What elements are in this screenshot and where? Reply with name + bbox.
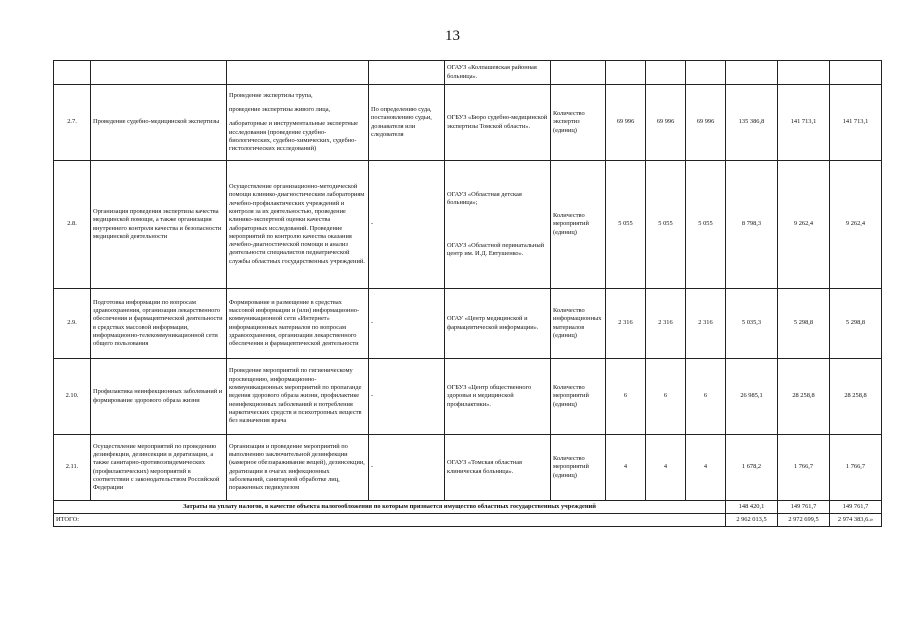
condition-cell: - [369, 161, 445, 289]
unit-cell: Количество мероприятий (единиц) [551, 161, 606, 289]
row-number: 2.9. [54, 289, 91, 359]
volume-1: 69 996 [606, 85, 646, 161]
amount-3: 1 766,7 [830, 435, 882, 501]
service-content: Осуществление организационно-методической помощи клинико-диагностическим лабораториям лечебно-профилактических учреждений и контроля за их деятельностью, проведение клинико-экспертной оценки качества лабораторных исследований. Проведение мероприятий по контролю качества оказания лечебно-диагностической помощи и анализ деятельности специалистов педиатрической службы областных государственных учреждений. [227, 161, 369, 289]
organization-cell: ОГБУЗ «Центр общественного здоровья и медицинской профилактики». [445, 359, 551, 435]
volume-1: 5 055 [606, 161, 646, 289]
services-table [53, 60, 882, 527]
table-row [54, 161, 882, 289]
service-name: Проведение судебно-медицинской экспертизы [91, 85, 227, 161]
volume-2: 6 [646, 359, 686, 435]
row-number: 2.11. [54, 435, 91, 501]
organization-cell: ОГБУЗ «Бюро судебно-медицинской экспертизы Томской области». [445, 85, 551, 161]
amount-1: 5 035,3 [726, 289, 778, 359]
organization-cell: ОГАУ «Центр медицинской и фармацевтической информации». [445, 289, 551, 359]
amount-1: 1 678,2 [726, 435, 778, 501]
row-number: 2.7. [54, 85, 91, 161]
total-amount-1: 2 962 013,5 [726, 514, 778, 527]
amount-1: 26 985,1 [726, 359, 778, 435]
tax-amount-3: 149 761,7 [830, 501, 882, 514]
organization-cell: ОГАУЗ «Колпашевская районная больница». [445, 61, 551, 85]
total-amount-2: 2 972 699,5 [778, 514, 830, 527]
tax-row-label: Затраты на уплату налогов, в качестве объекта налогообложения по которым признается имущество областных государственных учреждений [54, 501, 726, 514]
amount-2: 141 713,1 [778, 85, 830, 161]
service-name: Профилактика неинфекционных заболеваний и формирование здорового образа жизни [91, 359, 227, 435]
condition-cell: - [369, 359, 445, 435]
service-name: Подготовка информации по вопросам здравоохранения, организация лекарственного обеспечения и фармацевтической деятельности в средствах массовой информации, информационно-телекоммуникационной сети общего пользования [91, 289, 227, 359]
service-content: Организация и проведение мероприятий по выполнению заключительной дезинфекции (камерное обеззараживание вещей), дезинсекции, дератизации в очагах инфекционных заболеваний, санитарной обработке лиц, пораженных педикулезом [227, 435, 369, 501]
service-name: Осуществление мероприятий по проведению дезинфекции, дезинсекции и дератизации, а также санитарно-противоэпидемических (профилактических) мероприятий в соответствии с законодательством Российской Федерации [91, 435, 227, 501]
volume-2: 5 055 [646, 161, 686, 289]
volume-3: 69 996 [686, 85, 726, 161]
table-row [54, 359, 882, 435]
amount-2: 9 262,4 [778, 161, 830, 289]
service-content: Проведение мероприятий по гигиеническому просвещению, информационно-коммуникационных мероприятий по пропаганде ведения здорового образа жизни, профилактике неинфекционных заболеваний и потребления наркотических средств и психотропных веществ без назначения врача [227, 359, 369, 435]
service-content: Формирование и размещение в средствах массовой информации и (или) информационно-коммуникационной сети «Интернет» информационных материалов по вопросам здравоохранения, организации лекарственного обеспечения и фармацевтической деятельности [227, 289, 369, 359]
page-number: 13 [445, 28, 460, 44]
unit-cell: Количество информационных материалов (единиц) [551, 289, 606, 359]
table-row [54, 435, 882, 501]
total-row-label: ИТОГО: [54, 514, 726, 527]
row-number: 2.8. [54, 161, 91, 289]
service-content: Проведение экспертизы трупа, проведение экспертизы живого лица, лабораторные и инструментальные экспертные исследования (проведение судебно-биологических, судебно-химических, судебно-гистологических исследований) [227, 85, 369, 161]
tax-amount-2: 149 761,7 [778, 501, 830, 514]
organization-cell: ОГАУЗ «Томская областная клиническая больница». [445, 435, 551, 501]
volume-1: 6 [606, 359, 646, 435]
tax-row [54, 501, 882, 514]
table-row-continuation [54, 61, 882, 85]
condition-cell: - [369, 435, 445, 501]
unit-cell: Количество мероприятий (единиц) [551, 435, 606, 501]
amount-1: 135 386,8 [726, 85, 778, 161]
table-row [54, 85, 882, 161]
total-amount-3: 2 974 383,6.» [830, 514, 882, 527]
volume-3: 2 316 [686, 289, 726, 359]
amount-3: 9 262,4 [830, 161, 882, 289]
row-number: 2.10. [54, 359, 91, 435]
amount-2: 1 766,7 [778, 435, 830, 501]
amount-1: 8 798,3 [726, 161, 778, 289]
condition-cell: По определению суда, постановлению судьи, дознавателя или следователя [369, 85, 445, 161]
condition-cell: - [369, 289, 445, 359]
volume-1: 4 [606, 435, 646, 501]
amount-3: 5 298,8 [830, 289, 882, 359]
unit-cell: Количество экспертиз (единиц) [551, 85, 606, 161]
service-name: Организация проведения экспертизы качества медицинской помощи, а также организация внутреннего контроля качества и безопасности медицинской деятельности [91, 161, 227, 289]
amount-2: 5 298,8 [778, 289, 830, 359]
volume-1: 2 316 [606, 289, 646, 359]
tax-amount-1: 148 420,1 [726, 501, 778, 514]
volume-2: 4 [646, 435, 686, 501]
volume-2: 69 996 [646, 85, 686, 161]
table-row [54, 289, 882, 359]
amount-3: 141 713,1 [830, 85, 882, 161]
organization-cell: ОГАУЗ «Областная детская больница»; ОГАУЗ «Областной перинатальный центр им. И.Д. Евтушенко». [445, 161, 551, 289]
total-row [54, 514, 882, 527]
volume-2: 2 316 [646, 289, 686, 359]
amount-3: 28 258,8 [830, 359, 882, 435]
volume-3: 6 [686, 359, 726, 435]
unit-cell: Количество мероприятий (единиц) [551, 359, 606, 435]
volume-3: 4 [686, 435, 726, 501]
amount-2: 28 258,8 [778, 359, 830, 435]
volume-3: 5 055 [686, 161, 726, 289]
